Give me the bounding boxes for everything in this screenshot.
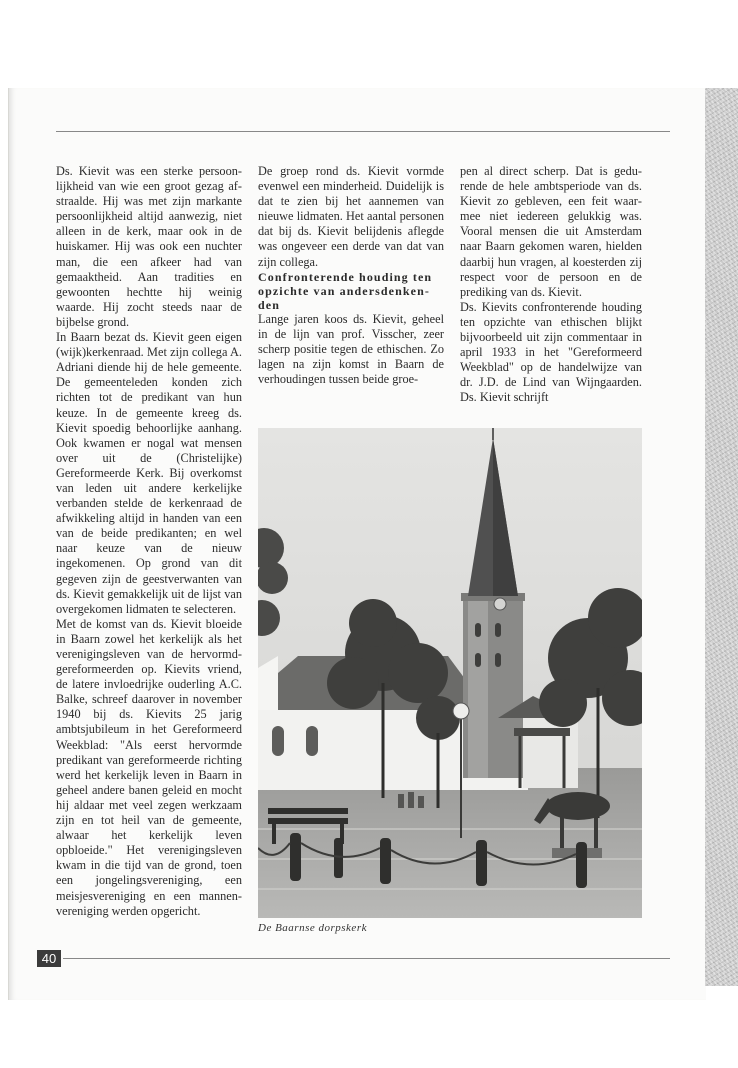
column-1-paragraph-1: Ds. Kievit was een sterke persoonlijkheid van wie een groot gezag afstraalde. Hij was met zijn markante persoonlijkheid altijd aanwezig, niet alleen in de kerk, maar ook in de huiskamer. Hij was ook een nuchter man, die een afkeer had van gemaaktheid. Aan tradities en gewoonten hechtte hij weinig waarde. Hij zocht steeds naar de bijbelse grond. — [56, 164, 242, 329]
bottom-rule — [63, 958, 670, 959]
column-3-paragraph-1: pen al direct scherp. Dat is gedurende de hele ambtsperiode van ds. Kievit zo gebleven, een feit waarmee niet iedereen gelukkig was. Vooral mensen die uit Amsterdam naar Baarn gekomen waren, hielden daarbij hun vragen, al koesterden zij respect voor de persoon en de prediking van ds. Kievit. — [460, 164, 642, 299]
church-photo — [258, 428, 642, 918]
column-3-paragraph-2: Ds. Kievits confronterende houding ten opzichte van ethischen blijkt bijvoorbeeld uit zijn commentaar in april 1933 in het "Gereformeerd Weekblad" op de handelwijze van dr. J.D. de Lind van Wijngaarden. Ds. Kievit schrijft — [460, 299, 642, 405]
photo-caption: De Baarnse dorpskerk — [258, 922, 367, 934]
text-column-1 — [56, 164, 242, 919]
text-column-3 — [460, 164, 642, 406]
section-subheading: Confronterende houding ten opzichte van andersdenkenden — [258, 269, 433, 312]
column-2-paragraph-1: De groep rond ds. Kievit vormde evenwel een minderheid. Duidelijk is dat te zien bij het aannemen van nieuwe lidmaten. Het aantal personen dat bij ds. Kievit belijdenis aflegde was ongeveer een derde van dat van zijn collega. — [258, 164, 444, 269]
page-number: 40 — [37, 950, 61, 967]
church-photo-illustration — [258, 428, 642, 918]
column-1-paragraph-2: In Baarn bezat ds. Kievit geen eigen (wijk)kerkenraad. Met zijn collega A. Adriani diende hij de hele gemeente. De gemeenteleden konden zich richten tot de predikant van hun keuze. In de gemeente kreeg ds. Kievit spoedig behoorlijke aanhang. Ook kwamen er nogal wat mensen over uit de (Christelijke) Gereformeerde Kerk. Bij overkomst van leden uit andere kerkelijke verbanden stelde de kerkenraad de afwikkeling altijd in handen van een van de beide predikanten; en wel naar keuze van de nieuw ingekomenen. Op grond van dit gegeven zijn de geestverwanten van ds. Kievit gemakkelijk uit de lijst van overgekomen lidmaten te selecteren. — [56, 330, 242, 616]
column-2-paragraph-2: Lange jaren koos ds. Kievit, geheel in de lijn van prof. Visscher, zeer scherp positie tegen de ethischen. Zo lagen na zijn komst in Baarn de verhoudingen tussen beide groe- — [258, 311, 444, 387]
top-rule — [56, 131, 670, 132]
page-edge-texture — [705, 88, 738, 986]
column-1-paragraph-3: Met de komst van ds. Kievit bloeide in Baarn zowel het kerkelijk als het verenigingsleven van de hervormd-gereformeerden op. Kievits vriend, de latere invloedrijke ouderling A.C. Balke, schreef daarover in november 1940 bij ds. Kievits 25 jarig ambtsjubileum in het Gereformeerd Weekblad: "Als eerst hervormde predikant van gereformeerde richting werd het kerkelijk leven in Baarn in geheel andere banen geleid en mocht hij aldaar met veel zegen werkzaam zijn en tot heil van de gemeente, alwaar het kerkelijk leven opbloeide." Het verenigingsleven kwam in die tijd van de grond, toen een jongelingsvereniging, een meisjesvereniging en een mannenvereniging werden opgericht. — [56, 616, 242, 918]
text-column-2 — [258, 164, 444, 387]
